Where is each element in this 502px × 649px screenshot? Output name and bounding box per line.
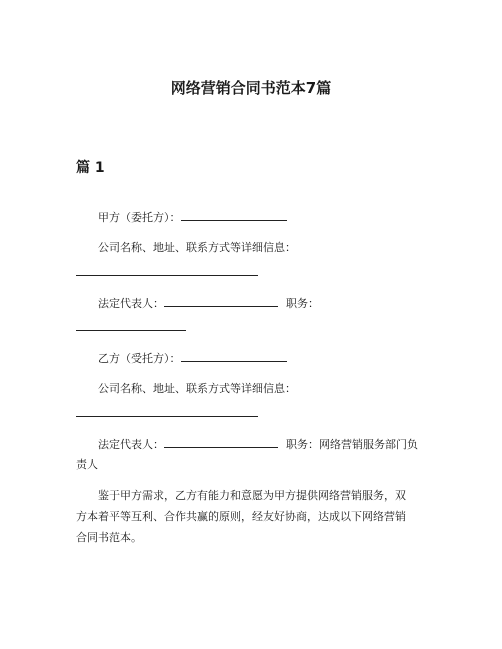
party-a-company-info-label: 公司名称、地址、联系方式等详细信息：: [98, 241, 296, 254]
party-a-line: [98, 209, 287, 226]
party-a-company-info-line: [76, 264, 258, 281]
party-a-company-info-blank: [76, 264, 258, 276]
preamble-line-3: 合同书范本。: [76, 531, 142, 544]
party-b-blank: [181, 350, 287, 362]
party-a-position-label: 职务：: [286, 297, 319, 310]
party-a-blank: [181, 209, 287, 221]
party-b-position-cont: 责人: [76, 458, 98, 471]
party-b-position-label: 职务：网络营销服务部门负: [286, 438, 418, 451]
party-b-company-info-line: [76, 405, 258, 422]
party-a-label: 甲方（委托方）：: [98, 211, 181, 224]
party-b-label: 乙方（受托方）：: [98, 352, 181, 365]
party-a-legal-rep-line: [98, 295, 319, 312]
preamble-line-2: 方本着平等互利、合作共赢的原则，经友好协商，达成以下网络营销: [76, 510, 406, 523]
party-b-legal-rep-line: [98, 436, 418, 453]
party-b-legal-rep-blank: [164, 436, 278, 448]
section-heading: 篇 1: [76, 160, 105, 176]
party-a-legal-rep-label: 法定代表人：: [98, 297, 164, 310]
party-a-position-blank: [76, 319, 186, 331]
party-b-line: [98, 350, 287, 367]
party-b-company-info-label: 公司名称、地址、联系方式等详细信息：: [98, 382, 296, 395]
party-b-legal-rep-label: 法定代表人：: [98, 438, 164, 451]
party-b-company-info-blank: [76, 405, 258, 417]
document-title: 网络营销合同书范本7篇: [170, 79, 332, 97]
party-a-position-line: [76, 319, 186, 336]
party-a-legal-rep-blank: [164, 295, 278, 307]
preamble-line-1: 鉴于甲方需求，乙方有能力和意愿为甲方提供网络营销服务，双: [98, 489, 406, 502]
